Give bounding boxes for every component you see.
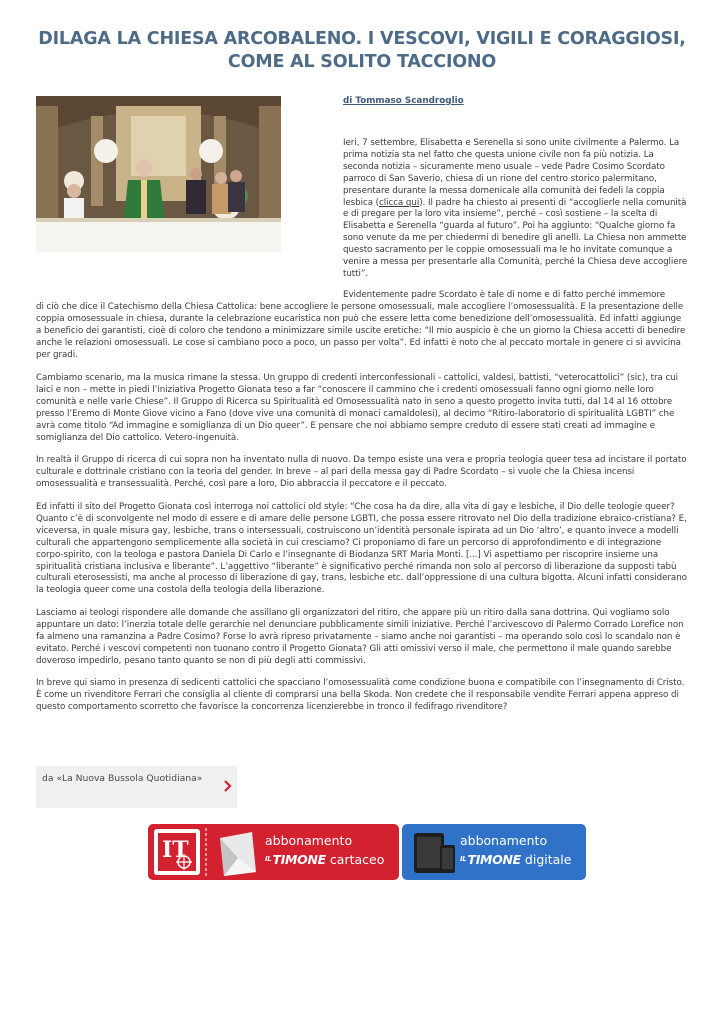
paragraph-2 <box>36 290 688 361</box>
paper-brand-il: IL <box>265 855 272 863</box>
paragraph-1-part-a: Ieri, 7 settembre, Elisabetta e Serenella si sono unite civilmente a Palermo. La prima notizia sta nel fatto che questa unione civile non fa più notizia. La seconda notizia – sicuramente meno usuale – vede Padre Cosimo Scordato parroco di San Saverio, chiesa di un rione del centro storico palermitano, presentare durante la messa domenicale alla comunità dei fedeli la coppia lesbica ( <box>343 138 680 208</box>
paper-brand: TIMONE <box>272 852 326 867</box>
digital-banner-line2 <box>460 852 571 867</box>
digital-brand-il: IL <box>460 855 467 863</box>
paragraph-4: In realtà il Gruppo di ricerca di cui sopra non ha inventato nulla di nuovo. Da tempo esiste una vera e propria teologia queer tesa ad incistare il portato culturale e dottrinale cristiano con la teoria del gender. In breve – al pari della messa gay di Padre Scordato – si vuole che la Chiesa incensi omosessualità e transessualità. Perché, così pare a loro, Dio abbraccia il peccatore e il peccato. <box>36 455 687 489</box>
digital-banner-line1: abbonamento <box>460 833 548 848</box>
paper-banner-line1: abbonamento <box>265 833 353 848</box>
article-title: DILAGA LA CHIESA ARCOBALENO. I VESCOVI, VIGILI E CORAGGIOSI, COME AL SOLITO TACCIONO <box>38 29 686 72</box>
paragraph-6: Lasciamo ai teologi rispondere alle domande che assillano gli organizzatori del ritiro, che appare più un ritiro dalla sana dottrina. Qui vogliamo solo appuntare un dato: l’inerzia totale delle gerarchie nel denunciare pubblicamente simili iniziative. Perché l’arcivescovo di Palermo Corrado Lorefice non fa almeno una ramanzina a Padre Cosimo? Forse lo avrà ripreso privatamente – siamo anche noi garantisti – ma operando solo così lo scandalo non è evitato. Perché i vescovi competenti non tuonano contro il Progetto Gionata? Gli atti omissivi verso il male, che permettono il male quando sarebbe doveroso impedirlo, pesano tanto quanto se non di più degli atti commissivi. <box>36 608 684 666</box>
paragraph-3: Cambiamo scenario, ma la musica rimane la stessa. Un gruppo di credenti interconfessionali - cattolici, valdesi, battisti, “veterocattolici” (sic), tra cui laici e non – mette in piedi l’iniziativa Progetto Gionata teso a far “conoscere il cammino che i credenti omosessuali fanno ogni giorno nelle loro comunità e nelle varie Chiese”. Il Gruppo di Ricerca su Spiritualità ed Omosessualità nato in seno a questo progetto invita tutti, dal 14 al 16 ottobre presso l’Eremo di Monte Giove vicino a Fano (dove vive una comunità di monaci camaldolesi), al decimo “Ritiro-laboratorio di spiritualità LGBTI” che avrà come titolo “Ad immagine e somiglianza di un Dio queer”. E pensare che noi abbiamo sempre creduto di essere stati creati ad immagine e somiglianza del Dio cattolico. Vetero-ingenuità. <box>36 373 678 443</box>
digital-brand: TIMONE <box>467 852 521 867</box>
magazine-icon <box>212 828 262 878</box>
digital-suffix: digitale <box>524 852 572 867</box>
paragraph-2-rest: di ciò che dice il Catechismo della Chiesa Cattolica: bene accogliere le persone omosessuali, male accogliere l’omosessualità. E la presentazione delle coppia omosessuale in chiesa, durante la celebrazione eucaristica non può che essere letta come benedizione dell’omosessualità. Ed infatti aggiunge a beneficio dei garantisti, cioè di coloro che tendono a minimizzare simile uscite eretiche: “Il mio auspicio è che un giorno la Chiesa accetti di benedire anche le relazioni omosessuali. Le cose si cambiano poco a poco, un passo per volta”. Ed infatti è noto che al peccato mortale in genere ci si avvicina per gradi. <box>36 301 686 360</box>
church-mass-photo <box>36 96 281 252</box>
tablet-icon <box>408 827 460 879</box>
svg-text:IT: IT <box>162 837 189 863</box>
clicca-qui-link[interactable]: clicca qui <box>379 197 420 208</box>
paragraph-5: Ed infatti il sito del Progetto Gionata così interroga noi cattolici old style: “Che cosa ha da dire, alla vita di gay e lesbiche, il Dio delle teologie queer? Quanto c’è di sconvolgente nel modo di essere e di amare delle persone LGBTI, che possa essere ritrovato nel Dio della tradizione ebraico-cristiana? E, viceversa, in quale misura gay, lesbiche, trans o intersessuali, costruiscono un’identità personale ispirata ad un Dio ‘altro’, e quanto invece a modelli culturali che appartengono semplicemente alla società in cui cresciamo? Ci proponiamo di fare un percorso di approfondimento e di integrazione corpo-spirito, con la teologa e pastora Daniela Di Carlo e l’insegnante di Biodanza SRT Maria Monti. [...] Vi aspettiamo per riscoprire insieme una spiritualità cristiana inclusiva e liberante”. L’aggettivo “liberante” è significativo perché rimanda non solo al percorso di liberazione da supposti tabù culturali eterosessisti, ma anche al processo di liberazione di gay, trans, lesbiche etc. dall’oppressione di una cultura bigotta. Alcuni infatti considerano la teologia queer come una costola della teologia della liberazione. <box>36 502 687 596</box>
paragraph-7: In breve qui siamo in presenza di sedicenti cattolici che spacciano l’omosessualità come condizione buona e compatibile con l’insegnamento di Cristo. È come un rivenditore Ferrari che consiglia al cliente di comprarsi una bella Skoda. Non credete che il responsabile vendite Ferrari appena appreso di questo comportamento scorretto che favorisce la concorrenza licenzierebbe in tronco il fedifrago rivenditore? <box>36 678 685 712</box>
paper-suffix: cartaceo <box>329 852 385 867</box>
subscription-digital-banner[interactable] <box>402 824 586 880</box>
subscription-paper-banner[interactable] <box>148 824 399 880</box>
chevron-right-icon <box>223 779 233 793</box>
paper-banner-line2 <box>265 852 384 867</box>
source-label: da «La Nuova Bussola Quotidiana» <box>42 773 203 784</box>
paragraph-2-lead: Evidentemente padre Scordato è tale di nome e di fatto perché immemore <box>343 290 665 300</box>
author-byline[interactable]: di Tommaso Scandroglio <box>343 96 464 106</box>
photo-illustration <box>36 96 281 252</box>
paragraph-1 <box>343 138 688 281</box>
paragraph-1-part-b: ). Il padre ha chiesto ai presenti di “accoglierle nella comunità e di pregare per la loro vita insieme”, perché – così sostiene – la scelta di Elisabetta e Serenella “guarda al futuro”. Poi ha aggiunto: “Qualche giorno fa sono venute da me per chiedermi di benedire gli anelli. La Chiesa non ammette questo sacramento per le coppie omosessuali ma le ho invitate comunque a venire a messa per presentarle alla Comunità, perché la Chiesa deve accogliere tutti”. <box>343 197 688 279</box>
source-link[interactable] <box>36 766 237 808</box>
